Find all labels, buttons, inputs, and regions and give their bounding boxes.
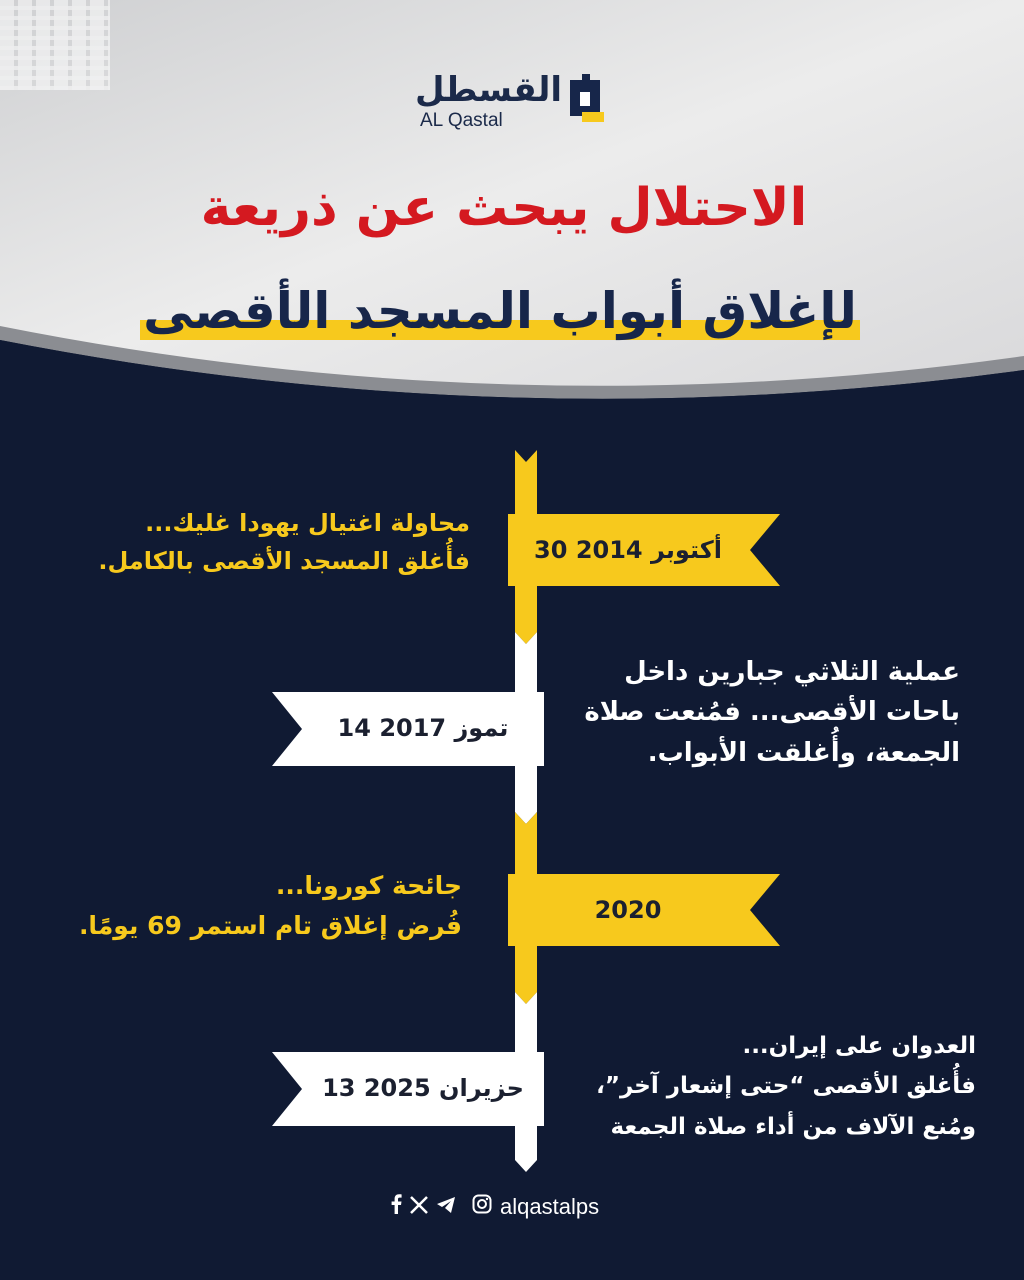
timeline-entry-1 (60, 504, 470, 581)
entry-2-line-2: باحات الأقصى... فمُنعت صلاة (584, 697, 960, 728)
logo-english: AL Qastal (420, 110, 503, 131)
timeline-entry-4 (566, 1026, 976, 1147)
entry-2-line-3: الجمعة، وأُغلقت الأبواب. (647, 737, 960, 768)
timeline-entry-2 (556, 652, 960, 773)
entry-3-line-2: فُرض إغلاق تام استمر 69 يومًا. (78, 911, 462, 940)
subtitle-text: لإغلاق أبواب المسجد الأقصى (143, 282, 857, 340)
entry-4-line-1: العدوان على إيران... (742, 1033, 976, 1059)
entry-3-line-1: جائحة كورونا... (275, 871, 462, 900)
facebook-icon[interactable] (390, 1194, 402, 1220)
date-label-2: 14 تموز 2017 (337, 714, 509, 742)
social-handle[interactable]: alqastalps (500, 1194, 600, 1219)
timeline-entry-3 (60, 866, 462, 946)
x-icon[interactable] (410, 1194, 428, 1220)
entry-2-line-1: عملية الثلاثي جبارين داخل (624, 657, 960, 687)
entry-4-line-3: ومُنع الآلاف من أداء صلاة الجمعة (610, 1113, 976, 1140)
instagram-icon[interactable] (472, 1194, 492, 1220)
date-label-1: 30 أكتوبر 2014 (534, 536, 722, 564)
entry-1-line-1: محاولة اغتيال يهودا غليك... (145, 509, 470, 537)
entry-4-line-2: فأُغلق الأقصى “حتى إشعار آخر”، (596, 1073, 976, 1100)
date-label-3: 2020 (594, 896, 662, 924)
page-title: الاحتلال يبحث عن ذريعة (200, 178, 808, 238)
entry-1-line-2: فأُغلق المسجد الأقصى بالكامل. (98, 547, 470, 576)
social-footer (390, 1190, 650, 1224)
date-label-4: 13 حزيران 2025 (322, 1074, 524, 1102)
telegram-icon[interactable] (436, 1194, 456, 1220)
logo-arabic: القسطل (415, 70, 562, 110)
